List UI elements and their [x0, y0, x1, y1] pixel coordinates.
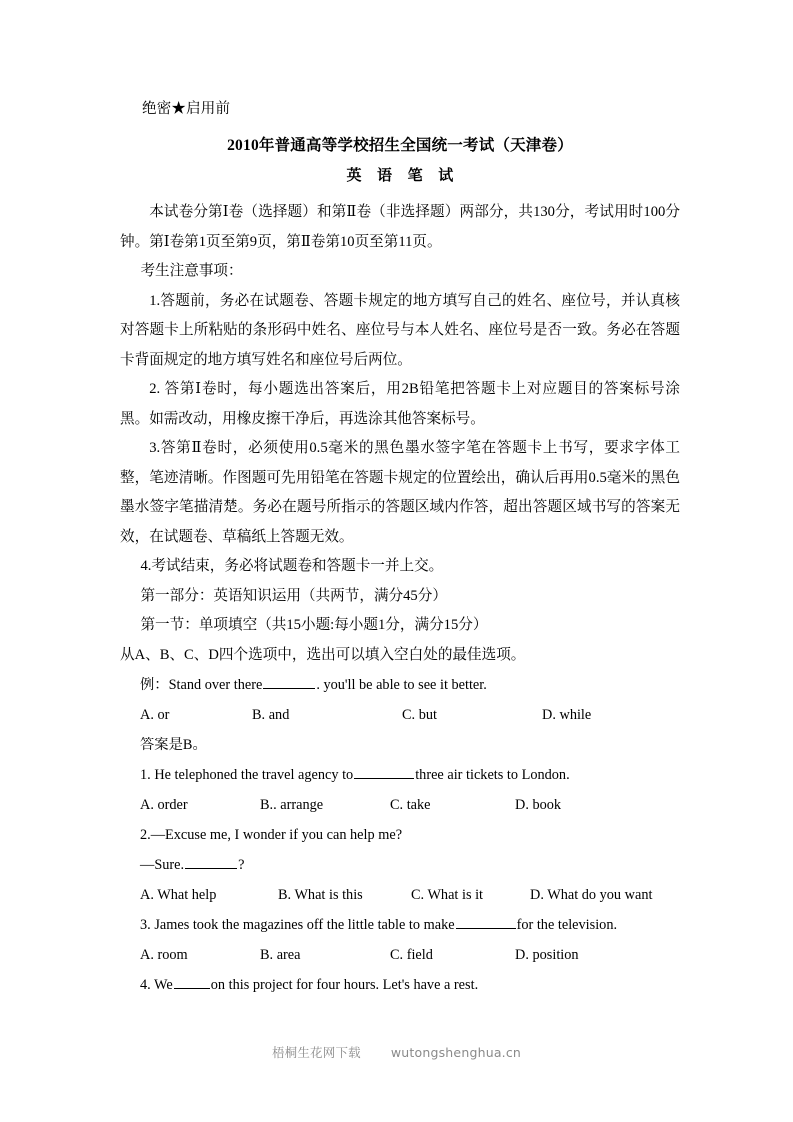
question-4-stem-before: 4. We [140, 977, 173, 993]
question-2-option-a[interactable]: A. What help [140, 887, 217, 903]
question-3-options [120, 940, 680, 970]
note-item-3: 3.答第Ⅱ卷时，必须使用0.5毫米的黑色墨水签字笔在答题卡上书写，要求字体工整，笔迹清晰。作图题可先用铅笔在答题卡规定的位置绘出，确认后再用0.5毫米的黑色墨水签字笔描清楚。务必在题号所指示的答题区域内作答，超出答题区域书写的答案无效，在试题卷、草稿纸上答题无效。 [120, 440, 680, 545]
question-1-option-d[interactable]: D. book [515, 797, 562, 813]
question-3-option-d[interactable]: D. position [515, 947, 579, 963]
question-4-stem [120, 970, 680, 1000]
document-content [120, 98, 680, 1000]
example-option-a[interactable]: A. or [140, 707, 170, 723]
question-3-blank [456, 914, 516, 929]
question-1-stem [120, 760, 680, 790]
question-3-stem-before: 3. James took the magazines off the little table to make [140, 917, 455, 933]
question-2-stem-line-1: 2.—Excuse me, I wonder if you can help me? [140, 827, 403, 843]
question-1-option-c[interactable]: C. take [390, 797, 431, 813]
question-1-stem-before: 1. He telephoned the travel agency to [140, 767, 354, 783]
question-4-stem-after: on this project for four hours. Let's have a rest. [210, 977, 479, 993]
note-item-4: 4.考试结束，务必将试题卷和答题卡一并上交。 [140, 558, 444, 574]
question-1-option-a[interactable]: A. order [140, 797, 188, 813]
watermark-site-url: wutongshenghua.cn [390, 1045, 522, 1060]
question-2-reply-before: —Sure. [140, 857, 185, 873]
question-1-option-b[interactable]: B.. arrange [260, 797, 324, 813]
page-title: 2010年普通高等学校招生全国统一考试（天津卷） [227, 137, 573, 154]
example-options [120, 700, 680, 730]
example-option-b[interactable]: B. and [252, 707, 290, 723]
question-2-option-c[interactable]: C. What is it [411, 887, 484, 903]
example-stem [120, 670, 680, 700]
example-stem-before: Stand over there [168, 677, 263, 693]
example-option-d[interactable]: D. while [542, 707, 592, 723]
example-blank [263, 674, 315, 689]
question-4-blank [174, 974, 210, 989]
question-2-reply-after: ? [238, 857, 245, 873]
question-2-stem-line-2 [120, 850, 680, 880]
question-3-stem [120, 910, 680, 940]
notes-heading: 考生注意事项： [140, 263, 243, 279]
question-1-options [120, 790, 680, 820]
note-item-1: 1.答题前，务必在试题卷、答题卡规定的地方填写自己的姓名、座位号，并认真核对答题卡上所粘贴的条形码中姓名、座位号与本人姓名、座位号是否一致。务必在答题卡背面规定的地方填写姓名和座位号后两位。 [120, 292, 680, 368]
example-stem-after: . you'll be able to see it better. [316, 677, 487, 693]
question-2-option-d[interactable]: D. What do you want [530, 887, 653, 903]
question-3-option-a[interactable]: A. room [140, 947, 188, 963]
question-2-blank [185, 854, 237, 869]
section-one-directions: 从A、B、C、D四个选项中，选出可以填入空白处的最佳选项。 [120, 646, 526, 663]
example-label: 例： [140, 677, 169, 693]
question-1-blank [354, 764, 414, 779]
footer-watermark [0, 1043, 793, 1061]
example-option-c[interactable]: C. but [402, 707, 437, 723]
note-item-2: 2. 答第Ⅰ卷时，每小题选出答案后，用2B铅笔把答题卡上对应题目的答案标号涂黑。如需改动，用橡皮擦干净后，再选涂其他答案标号。 [120, 381, 680, 427]
part-one-heading: 第一部分：英语知识运用（共两节，满分45分） [140, 587, 447, 604]
example-answer: 答案是B。 [140, 737, 207, 753]
page-subtitle: 英 语 笔 试 [346, 168, 454, 184]
question-1-stem-after: three air tickets to London. [415, 767, 570, 783]
watermark-site-name: 梧桐生花网下载 [271, 1045, 361, 1060]
question-3-option-c[interactable]: C. field [390, 947, 433, 963]
question-3-stem-after: for the television. [516, 917, 618, 933]
question-2-option-b[interactable]: B. What is this [278, 887, 363, 903]
intro-paragraph: 本试卷分第Ⅰ卷（选择题）和第Ⅱ卷（非选择题）两部分，共130分，考试用时100分钟。第Ⅰ卷第1页至第9页，第Ⅱ卷第10页至第11页。 [120, 204, 680, 250]
classified-notice: 绝密★启用前 [142, 101, 231, 117]
question-3-option-b[interactable]: B. area [260, 947, 301, 963]
question-2-options [120, 880, 680, 910]
section-one-heading: 第一节：单项填空（共15小题:每小题1分，满分15分） [140, 617, 488, 633]
